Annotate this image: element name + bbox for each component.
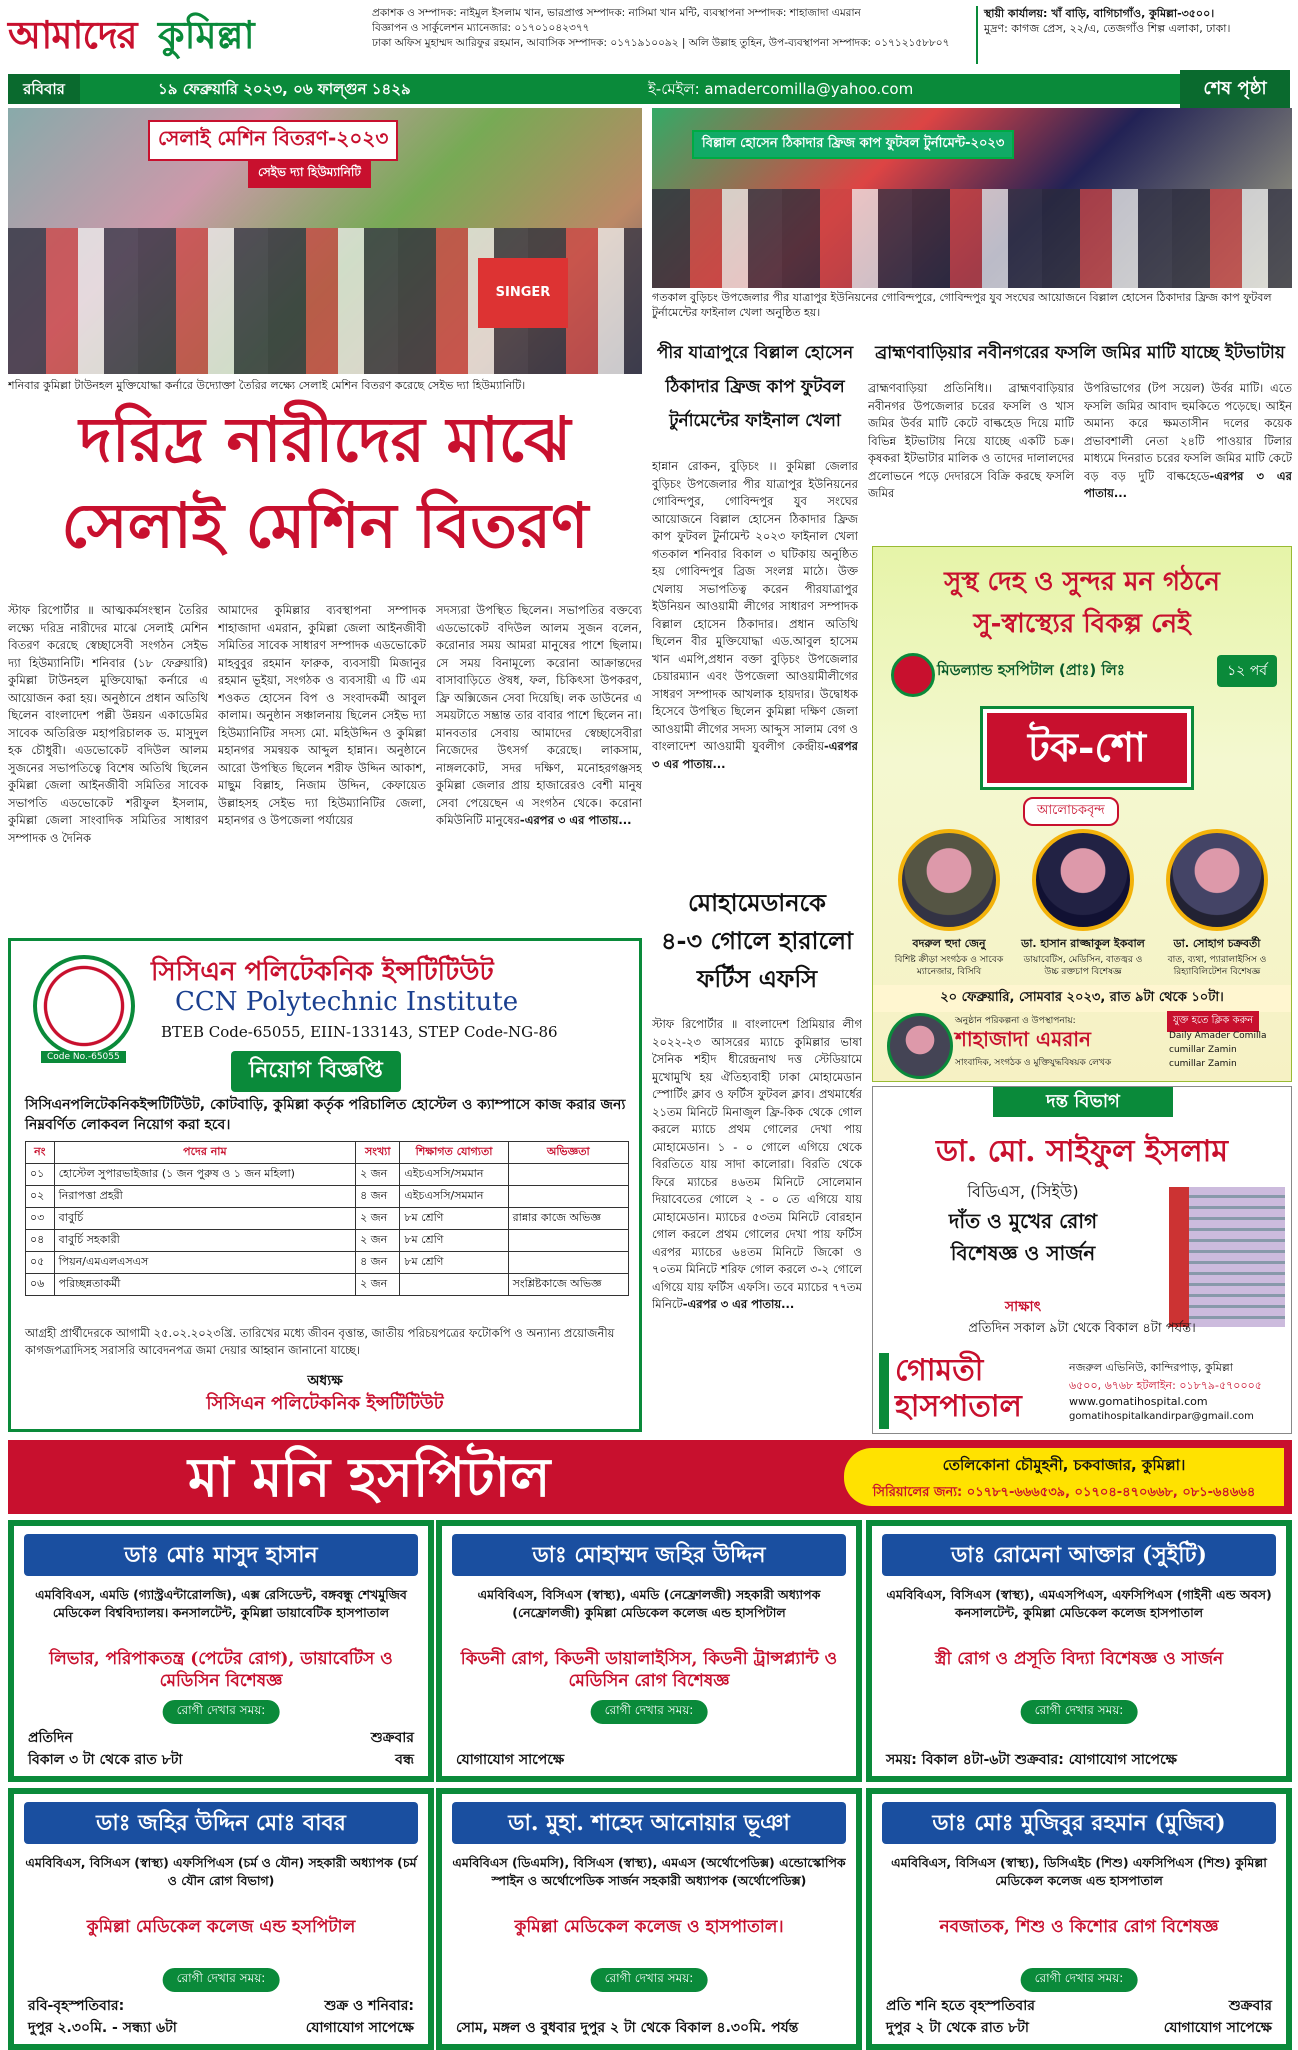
table-cell: সংশ্লিষ্টকাজে অভিজ্ঞ [508,1274,628,1296]
host-role: সাংবাদিক, সংগঠক ও মুক্তিযুদ্ধবিষয়ক লেখক [955,1058,1112,1068]
talkshow-ad [872,546,1292,1082]
gomati-address: নজরুল এভিনিউ, কান্দিরপাড়, কুমিল্লা [1069,1361,1233,1374]
table-row [26,1252,629,1274]
doctor-card-inner [14,1794,428,2044]
table-cell: ২ জন [356,1274,400,1296]
gomati-mail[interactable]: gomatihospitalkandirpar@gmail.com [1069,1411,1254,1422]
logo-part1: আমাদের [8,12,137,57]
table-cell: ২ জন [356,1208,400,1230]
story2-body-text: হান্নান রোকন, বুড়িচং ।। কুমিল্লা জেলার বুড়িচং উপজেলার পীর যাত্রাপুর ইউনিয়নের গোবিন্দপুর, গোবিন্দপুর যুব সংঘের আয়োজনে বিল্লাল হোসেন ঠিকাদার ফ্রিজ কাপ ফুটবল টুর্নামেন্ট ২০২৩ ফাইনাল খেলা গতকাল শনিবার বিকাল ৩ ঘটিকায় অনুষ্ঠিত হয় গোবিন্দপুর ব্রিজ সংলগ্ন মাঠে। উক্ত খেলায় সভাপতিত্ব করেন পীরযাত্রাপুর ইউনিয়ন আওয়ামী লীগের সাধারণ সম্পাদক বিল্লাল হোসেন ঠিকাদার। প্রধান অতিথি ছিলেন বীর মুক্তিযোদ্ধা এড.আবুল হাসেম খান এমপি,প্রধান বক্তা বুড়িচং উপজেলার চেয়ারম্যান এবং উপজেলা আওয়ামীলীগের সাধরণ সম্পাদক আখলাক হায়দার। উদ্বোধক হিসেবে উপস্থিত ছিলেন কুমিল্লা দক্ষিণ জেলা আওয়ামী লীগের সদস্য আব্দুস সালাম বেগ ও বাংলাদেশ আওয়ামী যুবলীগ কেন্দ্রীয় [652,459,858,753]
table-row [26,1274,629,1296]
doctor-card [436,1520,862,1782]
doctor-card-inner [442,1526,856,1776]
email-link[interactable]: ই-মেইল: amadercomilla@yahoo.com [648,80,914,98]
visit-time-label: রোগী দেখার সময়: [591,1968,708,1992]
photo-banner-sub: সেইভ দ্যা হিউম্যানিটি [248,160,371,188]
off-day: শুক্রবার [1228,1998,1272,2014]
table-cell [508,1252,628,1274]
story2-photo [652,108,1292,288]
doctor-name: ডাঃ মোঃ মুজিবুর রহমান (মুজিব) [882,1802,1276,1844]
off-day-note: বন্ধ [395,1752,414,1768]
gomati-phone: ৬৫০০, ৬৭৬৮ হটলাইন: ০১৮৭৯-৫৭০০০৫ [1069,1379,1262,1392]
mamoni-contact [844,1448,1284,1506]
visit-day: প্রতিদিন [28,1730,73,1746]
ccn-title-bn: সিসিএন পলিটেকনিক ইন্সটিটিউট [151,957,494,987]
table-cell: রান্নার কাজে অভিজ্ঞ [508,1208,628,1230]
building-image [1169,1187,1285,1327]
talkshow-episode: ১২ পর্ব [1217,655,1277,687]
table-cell: পিয়ন/এমএলএসএস [54,1252,355,1274]
imprint-line1: প্রকাশক ও সম্পাদক: নাইমুল ইসলাম খান, ভারপ্রাপ্ত সম্পাদক: নাসিমা খান মন্টি, ব্যবস্থাপনা সম্পাদক: শাহাজাদা এমরান [372,7,861,19]
story2-banner: বিল্লাল হোসেন ঠিকাদার ফ্রিজ কাপ ফুটবল টুর্নামেন্ট-২০২৩ [692,130,1014,159]
doctor-card [866,1788,1292,2050]
table-cell: ০৪ [26,1230,55,1252]
press-line: মুদ্রণ: কাগজ প্রেস, ২২/এ, তেজগাঁও শিল্প এলাকা, ঢাকা। [984,22,1231,35]
doctor-card [866,1520,1292,1782]
date-bar [8,74,1290,104]
talkshow-title: টক-শো [983,709,1191,787]
ccn-sign-title: অধ্যক্ষ [307,1373,343,1389]
story4-body-text: স্টাফ রিপোর্টার ॥ বাংলাদেশ প্রিমিয়ার লীগ ২০২২-২৩ আসরের ম্যাচে কুমিল্লার ভাষা সৈনিক শহীদ ধীরেন্দ্রনাথ দত্ত স্টেডিয়ামে মুখোমুখি হয় ঐতিহ্যবাহী ঢাকা মোহামেডান স্পোর্টিং ক্লাব ও ফর্টিস ফুটবল ক্লাব। প্রথমার্ধের ২১তম মিনিটে মিনাজুল ফ্রি-কিক থেকে গোল করলে ম্যাচে প্রথম গোলের দেখা পায় মোহামেডান। ১ - ০ গোলে এগিয়ে থেকে বিরতিতে যায় সাদা কালোরা। বিরতি থেকে ফিরে ম্যাচের ৪৬তম মিনিটে সোলেমান দিয়াবেতের গোলে ২ - ০ তে এগিয়ে যায় মোহামেডান। ম্যাচের ৫৩তম মিনিটে বোরহান গোল করলে প্রথম গোলের দেখা পায় ফর্টিস এরপর ম্যাচের ৬৪তম মিনিটে জিকো ও ৭০তম মিনিটে শরিফ গোল করলে ৩-২ গোলে এগিয়ে যায় ফর্টিস এফসি। তবে ম্যাচের ৭৭তম মিনিটে [652,1017,862,1311]
table-cell: এইচএসসি/সমমান [400,1164,508,1186]
table-row [26,1186,629,1208]
story1-caption: শনিবার কুমিল্লা টাউনহল মুক্তিযোদ্ধা কর্নারে উদ্যোক্তা তৈরির লক্ষ্যে সেলাই মেশিন বিতরণ করেছে সেইভ দ্যা হিউম্যানিটি। [8,379,526,392]
imprint-lines [372,6,972,68]
ccn-table-wrap [25,1141,629,1296]
panelist-1 [887,829,1011,978]
table-cell: ০৩ [26,1208,55,1230]
visit-time-label: রোগী দেখার সময়: [163,1968,280,1992]
mamoni-header [8,1440,1292,1514]
table-cell: এইচএসসি/সমমান [400,1186,508,1208]
table-cell: ৮ম শ্রেণি [400,1230,508,1252]
table-cell: ২ জন [356,1230,400,1252]
story2-body [652,458,858,876]
photo-banner: সেলাই মেশিন বিতরণ-২০২৩ [148,120,398,161]
panelist-photo-1 [898,829,1000,931]
doctor-degree: এমবিবিএস, বিসিএস (স্বাস্থ্য), ডিসিএইচ (শিশু) এফসিপিএস (শিশু) কুমিল্লা মেডিকেল কলেজ এন্ড হাসপাতাল [891,1855,1267,1888]
weekday: রবিবার [8,74,80,104]
ccn-intro: সিসিএনপলিটেকনিকইন্সটিটিউট, কোটবাড়ি, কুমিল্লা কর্তৃক পরিচালিত হোস্টেল ও ক্যাম্পাসে কাজ করার জন্য নিম্নবর্ণিত লোকবল নিয়োগ করা হবে। [25,1097,626,1133]
dental-degree: বিডিএস, (সিইউ) [967,1182,1079,1201]
office-line: স্থায়ী কার্যালয়: খাঁ বাড়ি, বাগিচাগাঁও, কুমিল্লা-৩৫০০। [984,7,1215,20]
newspaper-logo [8,4,368,68]
story1-headline2: সেলাই মেশিন বিতরণ [61,489,589,562]
table-cell [508,1164,628,1186]
off-day: শুক্র ও শনিবার: [324,1998,414,2014]
story3-col2 [1084,380,1292,538]
doctor-degree: এমবিবিএস, বিসিএস (স্বাস্থ্য), এমএসপিএস, এফসিপিএস (গাইনী এন্ড অবস) কনসালটেন্ট, কুমিল্লা মেডিকেল কলেজ হাসপাতাল [886,1587,1272,1620]
table-cell: বাবুর্চি সহকারী [54,1230,355,1252]
mamoni-address: তেলিকোনা চৌমুহনী, চকবাজার, কুমিল্লা। [942,1456,1186,1474]
ccn-codes: BTEB Code-65055, EIIN-133143, STEP Code-NG-86 [161,1023,558,1041]
host-name: শাহাজাদা এমরান [955,1027,1091,1051]
story3-continued: -এরপর ৩ এর পাতায়... [1084,468,1292,500]
story1-continued: -এরপর ৩ এর পাতায়... [519,813,632,827]
table-cell: ৪ জন [356,1186,400,1208]
visit-time-label: রোগী দেখার সময়: [1021,1968,1138,1992]
table-cell: ০১ [26,1164,55,1186]
story1-col3 [436,602,642,914]
gomati-web[interactable]: www.gomatihospital.com [1069,1395,1208,1408]
visit-time: সময়: বিকাল ৪টা-৬টা শুক্রবার: যোগাযোগ সাপেক্ষে [886,1752,1177,1768]
story4-headline3: ফর্টিস এফসি [696,964,818,993]
table-cell: ৮ম শ্রেণি [400,1252,508,1274]
table-cell: বাবুর্চি [54,1208,355,1230]
visit-time: সোম, মঙ্গল ও বুধবার দুপুর ২ টা থেকে বিকাল ৪.৩০মি. পর্যন্ত [456,2020,799,2036]
page-label: শেষ পৃষ্ঠা [1180,70,1290,108]
story4-continued: -এরপর ৩ এর পাতায়... [682,1297,795,1311]
story1-col1: স্টাফ রিপোর্টার ॥ আত্মকর্মসংস্থান তৈরির লক্ষ্যে দরিদ্র নারীদের মাঝে সেলাই মেশিন বিতরণ করেছে স্বেচ্ছাসেবী সংগঠন সেইভ দ্যা হিউম্যানিটি। শনিবার (১৮ ফেব্রুয়ারি) কুমিল্লা টাউনহল মুক্তিযোদ্ধা কর্নারে এ আয়োজন করা হয়। অনুষ্ঠানে প্রধান অতিথি ছিলেন বাংলাদেশ পল্লী উন্নয়ন একাডেমির সাবেক অতিরিক্ত মহাপরিচালক ড. মাসুদুল হক চৌধুরী। এডভোকেট বদিউল আলম সুজনের সভাপতিত্বে বিশেষ অতিথি ছিলেন কুমিল্লা জেলা আইনজীবী সমিতির সাবেক সভাপতি এডভোকেট শরীফুল ইসলাম, কুমিল্লা জেলা সাংবাদিক সমিতির সাধারণ সম্পাদক ও দৈনিক [8,603,208,845]
ccn-sign-org: সিসিএন পলিটেকনিক ইন্সটিটিউট [206,1393,444,1414]
dental-spec1: দাঁত ও মুখের রোগ [948,1209,1098,1233]
table-header-cell: পদের নাম [54,1142,355,1164]
table-cell: ০৬ [26,1274,55,1296]
story1-col3-text: সদস্যরা উপস্থিত ছিলেন। সভাপতির বক্তব্যে এডভোকেট বদিউল আলম সুজন বলেন, করোনার সময় আমরা মানুষের পাশে ছিলাম। সে সময় বিনামূল্যে করোনা আক্রান্তদের বাসাবাড়িতে ঔষধ, ফল, চিকিৎসা উপকরণ, ফ্রি অক্সিজেন সেবা দিয়েছি। লক ডাউনের এ সময়টাতে সম্ভ্রান্ত তার বাবার পাশে ছিলেন না। মানবতার সেবায় আমাদের স্বেচ্ছাসেবীরা নিজেদের উৎসর্গ করেছে। লাকসাম, নাঙ্গলকোট, সদর দক্ষিণ, মনোহরগঞ্জসহ কুমিল্লা জেলার প্রায় হাজারেরও বেশী মানুষ সেবা পেয়েছেন এ সংগঠন থেকে। করোনা কমিউনিটি মানুষের [436,603,642,827]
doctor-specialty: কুমিল্লা মেডিকেল কলেজ ও হাসপাতাল। [514,1917,784,1937]
table-row [26,1164,629,1186]
table-cell: পরিচ্ছন্নতাকর্মী [54,1274,355,1296]
visit-time-label: রোগী দেখার সময়: [163,1700,280,1724]
dental-visit: প্রতিদিন সকাল ৯টা থেকে বিকাল ৪টা পর্যন্ত। [968,1321,1196,1336]
doctor-card [8,1520,434,1782]
dental-dept: দন্ত বিভাগ [993,1087,1173,1117]
visit-time: দুপুর ২.৩০মি. - সন্ধ্যা ৬টা [28,2020,177,2036]
talkshow-line1: সুস্থ দেহ ও সুন্দর মন গঠনে [944,567,1220,597]
off-day: শুক্রবার [370,1730,414,1746]
live-link-3[interactable]: cumillar Zamin [1169,1059,1237,1069]
dental-visit-label: সাক্ষাৎ [1004,1299,1042,1315]
ccn-notice: নিয়োগ বিজ্ঞপ্তি [231,1051,401,1092]
doctor-specialty: কুমিল্লা মেডিকেল কলেজ এন্ড হসপিটাল [86,1917,356,1937]
live-link-2[interactable]: cumillar Zamin [1169,1045,1237,1055]
story2-caption: গতকাল বুড়িচং উপজেলার পীর যাত্রাপুর ইউনিয়নের গোবিন্দপুরে, গোবিন্দপুর যুব সংঘের আয়োজনে বিল্লাল হোসেন ঠিকাদার ফ্রিজ কাপ ফুটবল টুর্নামেন্টের ফাইনাল খেলা অনুষ্ঠিত হয়। [652,291,1272,319]
dental-doctor-name: ডা. মো. সাইফুল ইসলাম [935,1134,1229,1169]
table-header-cell: শিক্ষাগত যোগ্যতা [400,1142,508,1164]
ccn-title-en: CCN Polytechnic Institute [175,987,519,1017]
doctor-card [436,1788,862,2050]
doctor-degree: এমবিবিএস, বিসিএস (স্বাস্থ্য), এমডি (নেফ্রোলজী) সহকারী অধ্যাপক (নেফ্রোলজী) কুমিল্লা মেডিকেল কলেজ এন্ড হাসপিটাল [477,1587,821,1620]
story2-headline: পীর যাত্রাপুরে বিল্লাল হোসেন ঠিকাদার ফ্রিজ কাপ ফুটবল টুর্নামেন্টের ফাইনাল খেলা [656,343,854,431]
imprint-line3: ঢাকা অফিস মুহাম্মদ আরিফুর রহমান, আবাসিক সম্পাদক: ০১৭১৯১০০৯২ | অলি উল্লাহ তুহিন, উপ-ব্যবস্থাপনা সম্পাদক: ০১৭১২১৫৮৮০৭ [372,37,950,49]
story4-headline1: মোহামেডানকে [688,888,826,917]
off-day-note: যোগাযোগ সাপেক্ষে [1163,2020,1272,2036]
logo-part2: কুমিল্লা [158,12,255,57]
table-cell: ০২ [26,1186,55,1208]
mamoni-title: মা মনি হসপিটাল [188,1445,551,1509]
panelist-photo-2 [1032,829,1134,931]
visit-time: বিকাল ৩ টা থেকে রাত ৮টা [28,1752,183,1768]
table-header-cell: নং [26,1142,55,1164]
hospital-logo-icon [891,653,935,697]
doctor-name: ডাঃ জহির উদ্দিন মোঃ বাবর [24,1802,418,1844]
visit-day: প্রতি শনি হতে বৃহস্পতিবার [886,1998,1035,2014]
host-label: অনুষ্ঠান পরিকল্পনা ও উপস্থাপনায়: [955,1016,1076,1026]
talkshow-date: ২০ ফেব্রুয়ারি, সোমবার ২০২৩, রাত ৯টা থেকে ১০টা। [873,985,1291,1012]
table-row [26,1208,629,1230]
story3-col2-text: উপরিভাগের (টপ সয়েল) উর্বর মাটি। এতে ফসলি জমির আবাদ হুমকিতে পড়েছে। আইন অমান্য করে ক্ষমতাসীন দলের কয়েক প্রভাবশালী নেতা ২৪টি পাওয়ার টিলার মাধ্যমে দিনরাত চরের ফসলি জমির মাটি কেটে বড় বড় দুটি বাল্কহেডে [1084,381,1292,483]
issue-date: ১৯ ফেব্রুয়ারি ২০২৩, ০৬ ফাল্গুন ১৪২৯ [158,80,411,98]
panel-label: আলোচকবৃন্দ [1023,797,1119,826]
visit-day: রবি-বৃহস্পতিবার: [28,1998,125,2014]
live-label: যুক্ত হতে ক্লিক করুন [1167,1011,1259,1032]
doctor-specialty: নবজাতক, শিশু ও কিশোর রোগ বিশেষজ্ঞ [939,1917,1219,1937]
doctor-degree: এমবিবিএস, বিসিএস (স্বাস্থ্য) এফসিপিএস (চর্ম ও যৌন) সহকারী অধ্যাপক (চর্ম ও যৌন রোগ বিভাগ) [25,1855,417,1888]
table-cell: নিরাপত্তা প্রহরী [54,1186,355,1208]
talkshow-line2: সু-স্বাস্থ্যের বিকল্প নেই [973,609,1191,639]
table-cell [400,1274,508,1296]
doctor-name: ডাঃ মোঃ মাসুদ হাসান [24,1534,418,1576]
panelist-role-1: বিশিষ্ট ক্রীড়া সংগঠক ও সাবেক ম্যানেজার, বিসিবি [894,955,1004,977]
doctor-card-inner [14,1526,428,1776]
doctor-specialty: লিভার, পরিপাকতন্ত্র (পেটের রোগ), ডায়াবেটিস ও মেডিসিন বিশেষজ্ঞ [49,1649,393,1691]
panelist-name-3: ডা. সোহাগ চক্রবর্তী [1173,937,1261,950]
ccn-footer: আগ্রহী প্রার্থীদেরকে আগামী ২৫.০২.২০২৩খ্রি. তারিখের মধ্যে জীবন বৃত্তান্ত, জাতীয় পরিচয়পত্রের ফটোকপি ও অন্যান্য প্রয়োজনীয় কাগজপত্রাদিসহ সরাসরি আবেদনপত্র জমা দেয়ার আহ্বান জানানো যাচ্ছে। [25,1326,615,1357]
table-cell: ২ জন [356,1164,400,1186]
story4-headline2: ৪-৩ গোলে হারালো [660,926,854,955]
ccn-job-ad [8,938,642,1432]
host-photo [887,1013,953,1079]
doctor-name: ডা. মুহা. শাহেদ আনোয়ার ভূঞা [452,1802,846,1844]
doctor-card-inner [442,1794,856,2044]
table-cell [508,1230,628,1252]
table-cell: ৮ম শ্রেণি [400,1208,508,1230]
visit-time: যোগাযোগ সাপেক্ষে [456,1752,565,1768]
office-address [976,6,1292,64]
panelist-name-2: ডা. হাসান রাজ্জাকুল ইকবাল [1021,937,1145,950]
panelist-role-3: বাত, ব্যথা, প্যারালাইসিস ও রিহ্যাবিলিটেশন বিশেষজ্ঞ [1167,955,1267,977]
ccn-jobs-table [25,1141,629,1296]
visit-time: দুপুর ২ টা থেকে রাত ৮টা [886,2020,1029,2036]
mamoni-serial: সিরিয়ালের জন্য: ০১৭৮৭-৬৬৬৫৩৯, ০১৭০৪-৪৭০৬৬৮, ০৮১-৬৪৬৬৪ [872,1485,1256,1500]
ccn-logo-icon [33,955,135,1057]
doctor-specialty: কিডনী রোগ, কিডনী ডায়ালাইসিস, কিডনী ট্রান্সপ্ল্যান্ট ও মেডিসিন রোগ বিশেষজ্ঞ [460,1649,838,1691]
panelist-photo-3 [1166,829,1268,931]
doctor-degree: এমবিবিএস, এমডি (গ্যাস্ট্রএন্টারোলজি), এক্স রেসিডেন্ট, বঙ্গবন্ধু শেখমুজিব মেডিকেল বিশ্ববিদ্যালয়। কনসালটেন্ট, কুমিল্লা ডায়াবেটিক হাসপাতাল [35,1587,407,1620]
story2-continued: -এরপর ৩ এর পাতায়... [652,739,858,771]
doctor-specialty: স্ত্রী রোগ ও প্রসূতি বিদ্যা বিশেষজ্ঞ ও সার্জন [934,1649,1224,1669]
table-cell: ০৫ [26,1252,55,1274]
story1-col2: আমাদের কুমিল্লার ব্যবস্থাপনা সম্পাদক শাহাজাদা এমরান, কুমিল্লা জেলা আইনজীবী সমিতির সাবেক সাধারণ সম্পাদক এডভোকেট মাহবুবুর রহমান ফারুক, ব্যবসায়ী মিজানুর রহমান ভূইয়া, সংগঠক ও ব্যবসায়ী এ টি এম শওকত হোসেন বিপ ও সংবাদকর্মী আবুল কালাম। অনুষ্ঠান সঞ্চালনায় ছিলেন সেইভ দ্যা হিউম্যানিটির সদস্য মো. মহিউদ্দিন ও কুমিল্লা মহানগর সমন্বয়ক আব্দুল হান্নান। অনুষ্ঠানে আরো উপস্থিত ছিলেন শরীফ উদ্দিন আকাশ, মাছুম বিল্লাহ, নিজাম উদ্দিন, কেফায়েত উল্লাহসহ সেইভ দ্যা হিউম্যানিটির জেলা, মহানগর ও উপজেলা পর্যায়ের [218,603,426,827]
gomati-logo-line1: গোমতী [895,1353,984,1388]
visit-time-label: রোগী দেখার সময়: [1021,1700,1138,1724]
table-cell [508,1186,628,1208]
doctor-degree: এমবিবিএস (ডিএমসি), বিসিএস (স্বাস্থ্য), এমএস (অর্থোপেডিক্স) এন্ডোস্কোপিক স্পাইন ও অর্থোপেডিক সার্জন সহকারী অধ্যাপক (অর্থোপেডিক্স) [452,1855,846,1888]
doctor-card [8,1788,434,2050]
singer-box: SINGER [478,258,568,328]
story1-photo [8,108,642,374]
story4-body [652,1016,862,1432]
panelist-2 [1021,829,1145,978]
dental-ad [872,1086,1292,1434]
table-cell: ৪ জন [356,1252,400,1274]
doctor-card-inner [872,1526,1286,1776]
dental-spec2: বিশেষজ্ঞ ও সার্জন [950,1241,1096,1265]
panelist-name-1: বদরুল হুদা জেনু [912,937,986,950]
table-row [26,1230,629,1252]
gomati-logo [879,1353,1073,1429]
doctor-name: ডাঃ রোমেনা আক্তার (সুইটি) [882,1534,1276,1576]
panelist-role-2: ডায়াবেটিস, মেডিসিন, বাতজ্বর ও উচ্চ রক্তচাপ বিশেষজ্ঞ [1023,955,1143,977]
off-day-note: যোগাযোগ সাপেক্ষে [305,2020,414,2036]
story1-headline1: দরিদ্র নারীদের মাঝে [79,403,571,476]
table-header-cell: সংখ্যা [356,1142,400,1164]
gomati-logo-line2: হাসপাতাল [895,1389,1022,1424]
doctor-card-inner [872,1794,1286,2044]
panelist-3 [1155,829,1279,978]
imprint-line2: বিজ্ঞাপন ও সার্কুলেশন ম্যানেজার: ০১৭০১০৪২৩৭৭ [372,22,590,34]
live-link-1[interactable]: Daily Amader Comilla [1169,1031,1267,1041]
story3-headline: ব্রাহ্মণবাড়িয়ার নবীনগরের ফসলি জমির মাটি যাচ্ছে ইটভাটায় [875,343,1285,363]
talkshow-hospital: মিডল্যান্ড হসপিটাল (প্রাঃ) লিঃ [937,661,1125,679]
doctor-name: ডাঃ মোহাম্মদ জহির উদ্দিন [452,1534,846,1576]
visit-time-label: রোগী দেখার সময়: [591,1700,708,1724]
table-header-cell: অভিজ্ঞতা [508,1142,628,1164]
table-cell: হোস্টেল সুপারভাইজার (১ জন পুরুষ ও ১ জন মহিলা) [54,1164,355,1186]
story3-col1: ব্রাহ্মণবাড়িয়া প্রতিনিধি।। ব্রাহ্মণবাড়িয়ার নবীনগর উপজেলার চরের ফসলি ও খাস জমির উর্বর মাটি কেটে বাল্কহেড দিয়ে মাটি বিভিন্ন ইটভাটায় নিয়ে যাচ্ছে একটি চক্র। কৃষকরা ইটভাটার মালিক ও তাদের দালালদের প্রলোভনে পড়ে দেদারসে বিক্রি করছে ফসলি জমির [868,381,1074,500]
ccn-logo-code: Code No.-65055 [41,1051,126,1063]
